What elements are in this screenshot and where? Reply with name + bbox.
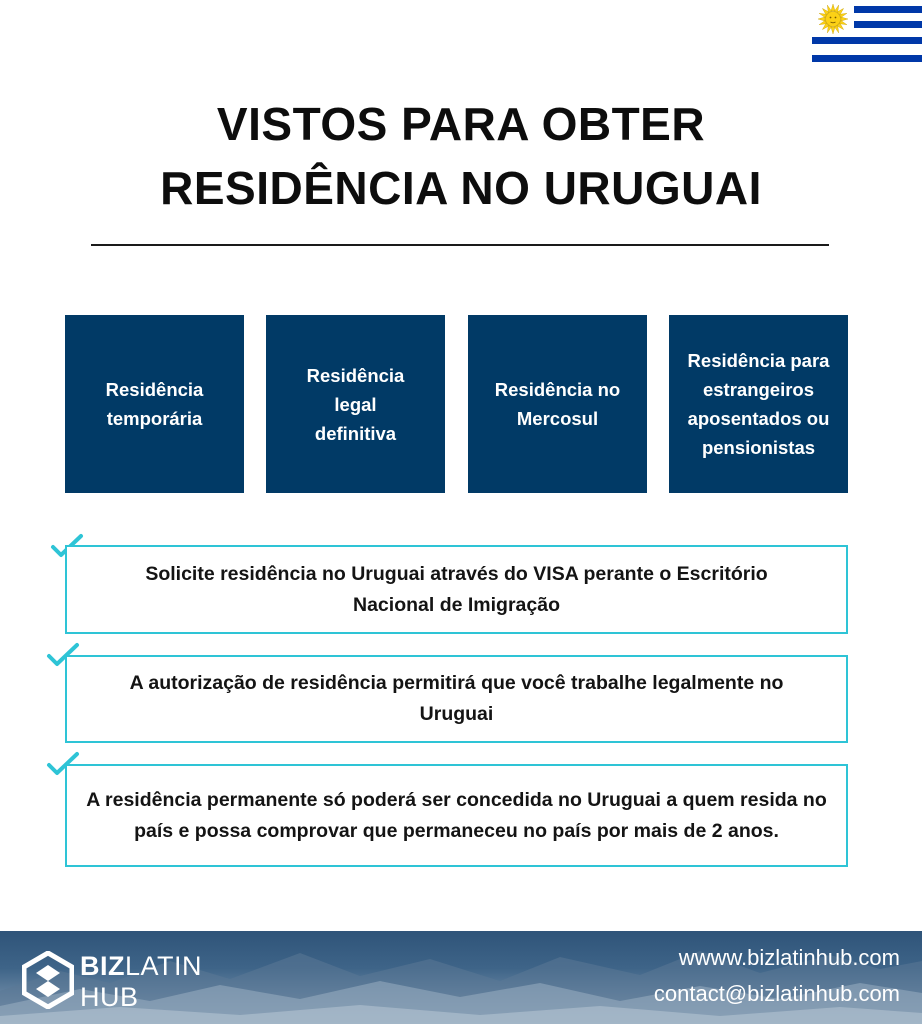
brand-latin: LATIN (125, 951, 203, 981)
page-title-line-1: VISTOS PARA OBTER (216, 98, 706, 150)
page-title-line-2: RESIDÊNCIA NO URUGUAI (160, 162, 762, 214)
visa-type-box-retirees (669, 315, 848, 493)
email-link[interactable]: contact@bizlatinhub.com (653, 981, 900, 1006)
brand-hub: HUB (80, 982, 139, 1012)
visa-type-label: Residência legal definitiva (306, 364, 405, 444)
visa-type-label: Residência para estrangeiros aposentados ou pensionistas (687, 350, 830, 458)
bizlatin-logo-icon (22, 951, 74, 1009)
visa-type-box-definitive (266, 315, 445, 493)
info-item-text: A residência permanente só poderá ser concedida no Uruguai a quem resida no país e possa comprovar que permaneceu no país por mais de 2 anos. (86, 788, 827, 842)
info-item-work (65, 655, 848, 743)
visa-type-label: Residência no Mercosul (494, 379, 621, 429)
info-item-text: Solicite residência no Uruguai através do VISA perante o Escritório Nacional de Imigração (145, 562, 768, 616)
uruguay-flag-icon (812, 0, 922, 66)
brand-name-top (80, 951, 202, 981)
info-item-permanent (65, 764, 848, 867)
visa-type-label: Residência temporária (105, 379, 204, 429)
brand-biz: BIZ (80, 951, 125, 981)
info-item-text: A autorização de residência permitirá que você trabalhe legalmente no Uruguai (129, 672, 784, 725)
website-link[interactable]: wwww.bizlatinhub.com (678, 945, 900, 970)
visa-type-box-temporary (65, 315, 244, 493)
info-item-apply (65, 545, 848, 634)
visa-type-box-mercosul (468, 315, 647, 493)
footer-banner (0, 931, 922, 1024)
page-title (0, 92, 922, 220)
title-divider (91, 244, 829, 246)
